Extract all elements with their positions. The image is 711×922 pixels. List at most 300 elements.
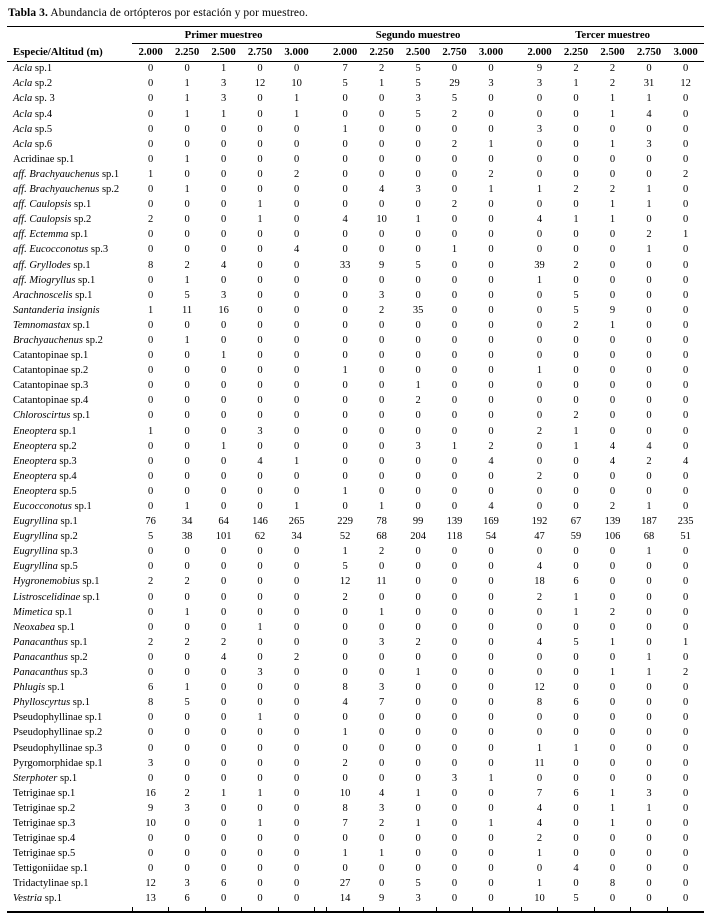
- species-suffix: sp.2: [68, 365, 89, 377]
- species-name: Eneoptera: [13, 440, 57, 452]
- abundance-cell: 0: [220, 727, 227, 739]
- abundance-cell: 2: [451, 199, 458, 211]
- abundance-cell: 2: [609, 501, 616, 513]
- abundance-cell: 0: [646, 742, 652, 754]
- abundance-cell: 1: [573, 606, 579, 618]
- abundance-cell: 0: [451, 365, 458, 377]
- abundance-cell: 5: [342, 78, 348, 90]
- group-gap: [315, 787, 327, 802]
- species-name-cell: [7, 394, 132, 409]
- abundance-cell: 0: [293, 199, 300, 211]
- abundance-cell: 0: [683, 757, 689, 769]
- abundance-cell: 6: [220, 878, 227, 890]
- species-name: Mimetica: [13, 606, 53, 618]
- abundance-cell: 0: [378, 138, 385, 150]
- abundance-cell: 0: [147, 93, 154, 105]
- abundance-cell: 0: [488, 878, 494, 890]
- abundance-cell: 0: [536, 168, 543, 180]
- abundance-cell: 0: [683, 350, 689, 362]
- group-gap: [315, 771, 327, 786]
- abundance-cell: 0: [646, 319, 652, 331]
- altitude-column-header: 2.750: [436, 44, 472, 62]
- abundance-cell: 0: [293, 833, 300, 845]
- group-header-tercer-muestreo: Tercer muestreo: [521, 27, 704, 44]
- group-gap: [315, 515, 327, 530]
- group-gap: [509, 545, 521, 560]
- abundance-cell: 0: [378, 395, 385, 407]
- abundance-cell: 0: [609, 757, 616, 769]
- species-name-cell: [7, 651, 132, 666]
- abundance-cell: 0: [609, 410, 616, 422]
- abundance-cell: 0: [536, 712, 543, 724]
- table-row: [7, 364, 704, 379]
- group-gap: [315, 681, 327, 696]
- species-suffix: sp.2: [99, 184, 120, 196]
- abundance-cell: 0: [488, 229, 494, 241]
- abundance-cell: 0: [184, 380, 190, 392]
- abundance-cell: 0: [257, 259, 263, 271]
- group-gap: [315, 877, 327, 892]
- column-tick-mark: [242, 907, 278, 912]
- species-altitude-corner-header: Especie/Altitud (m): [7, 44, 132, 62]
- abundance-cell: 0: [293, 123, 300, 135]
- abundance-cell: 1: [609, 319, 616, 331]
- species-name-cell: [7, 817, 132, 832]
- abundance-cell: 0: [220, 365, 227, 377]
- abundance-cell: 0: [415, 289, 421, 301]
- abundance-cell: 0: [342, 168, 348, 180]
- species-name: Pseudophyllinae: [13, 727, 83, 739]
- abundance-cell: 0: [451, 289, 458, 301]
- group-gap: [509, 651, 521, 666]
- abundance-cell: 1: [415, 667, 421, 679]
- abundance-cell: 0: [378, 153, 385, 165]
- abundance-cell: 1: [220, 108, 227, 120]
- abundance-cell: 0: [147, 138, 154, 150]
- abundance-cell: 0: [220, 621, 227, 633]
- abundance-cell: 0: [451, 848, 458, 860]
- abundance-cell: 0: [488, 334, 494, 346]
- species-name-cell: [7, 319, 132, 334]
- abundance-cell: 2: [683, 667, 689, 679]
- table-row: [7, 756, 704, 771]
- abundance-cell: 0: [293, 697, 300, 709]
- abundance-cell: 0: [184, 651, 190, 663]
- abundance-cell: 10: [291, 78, 302, 90]
- abundance-cell: 0: [488, 727, 494, 739]
- abundance-cell: 0: [378, 274, 385, 286]
- abundance-cell: 0: [609, 259, 616, 271]
- abundance-cell: 0: [147, 561, 154, 573]
- group-gap: [315, 198, 327, 213]
- abundance-cell: 0: [573, 651, 579, 663]
- abundance-cell: 0: [147, 199, 154, 211]
- abundance-cell: 0: [536, 334, 543, 346]
- abundance-cell: 0: [573, 561, 579, 573]
- abundance-cell: 2: [536, 425, 543, 437]
- abundance-cell: 0: [683, 833, 689, 845]
- table-row: [7, 847, 704, 862]
- abundance-cell: 0: [220, 153, 227, 165]
- group-gap: [509, 122, 521, 137]
- abundance-cell: 0: [646, 380, 652, 392]
- abundance-cell: 1: [342, 365, 348, 377]
- abundance-cell: 0: [415, 591, 421, 603]
- table-row: [7, 620, 704, 635]
- abundance-cell: 10: [145, 817, 156, 829]
- abundance-cell: 0: [184, 817, 190, 829]
- abundance-cell: 0: [488, 863, 494, 875]
- table-row: [7, 500, 704, 515]
- abundance-cell: 0: [220, 863, 227, 875]
- abundance-cell: 0: [536, 244, 543, 256]
- abundance-cell: 0: [415, 485, 421, 497]
- group-gap: [509, 44, 521, 62]
- abundance-cell: 0: [220, 274, 227, 286]
- group-gap: [315, 243, 327, 258]
- abundance-cell: 1: [451, 244, 458, 256]
- species-name: Catantopinae: [13, 365, 69, 377]
- abundance-cell: 0: [184, 863, 190, 875]
- abundance-cell: 0: [646, 727, 652, 739]
- abundance-cell: 0: [378, 757, 385, 769]
- table-row: [7, 122, 704, 137]
- abundance-cell: 0: [257, 561, 263, 573]
- abundance-cell: 0: [220, 833, 227, 845]
- abundance-cell: 0: [293, 365, 300, 377]
- abundance-cell: 0: [646, 591, 652, 603]
- abundance-cell: 0: [536, 319, 543, 331]
- abundance-cell: 0: [609, 621, 616, 633]
- species-suffix: sp.1: [70, 697, 90, 709]
- group-gap: [509, 394, 521, 409]
- abundance-cell: 0: [342, 470, 348, 482]
- abundance-cell: 0: [184, 199, 190, 211]
- abundance-cell: 27: [339, 878, 351, 890]
- abundance-cell: 6: [184, 893, 190, 905]
- abundance-cell: 2: [378, 304, 385, 316]
- abundance-cell: 0: [220, 455, 227, 467]
- abundance-cell: 0: [415, 501, 421, 513]
- altitude-column-header: 2.000: [327, 44, 363, 62]
- abundance-cell: 0: [257, 833, 263, 845]
- abundance-cell: 0: [220, 817, 227, 829]
- species-name-cell: [7, 213, 132, 228]
- group-gap: [315, 892, 327, 907]
- abundance-cell: 0: [184, 727, 190, 739]
- abundance-cell: 0: [415, 772, 421, 784]
- abundance-cell: 0: [147, 380, 154, 392]
- abundance-cell: 0: [184, 395, 190, 407]
- abundance-cell: 3: [378, 682, 385, 694]
- altitude-column-header: 2.000: [521, 44, 557, 62]
- abundance-cell: 0: [257, 319, 263, 331]
- abundance-cell: 0: [415, 244, 421, 256]
- table-row: [7, 168, 704, 183]
- species-suffix: sp.1: [72, 289, 93, 301]
- species-name: Phlugis: [13, 682, 46, 694]
- species-name-cell: [7, 530, 132, 545]
- abundance-cell: 0: [683, 380, 689, 392]
- species-name: Eugryllina: [13, 516, 58, 528]
- abundance-cell: 0: [293, 259, 300, 271]
- abundance-cell: 0: [646, 259, 652, 271]
- abundance-cell: 0: [609, 591, 616, 603]
- abundance-cell: 2: [609, 606, 616, 618]
- abundance-cell: 1: [536, 878, 543, 890]
- species-name: Pyrgomorphidae: [13, 757, 83, 769]
- group-gap: [315, 424, 327, 439]
- group-gap: [509, 741, 521, 756]
- abundance-cell: 0: [573, 395, 579, 407]
- abundance-cell: 0: [488, 123, 494, 135]
- abundance-cell: 0: [488, 214, 494, 226]
- abundance-cell: 0: [378, 742, 385, 754]
- abundance-cell: 0: [342, 621, 348, 633]
- abundance-cell: 0: [147, 244, 154, 256]
- abundance-cell: 31: [643, 78, 655, 90]
- abundance-cell: 0: [342, 501, 348, 513]
- abundance-cell: 29: [449, 78, 460, 90]
- abundance-cell: 0: [536, 546, 543, 558]
- abundance-cell: 0: [609, 425, 616, 437]
- abundance-cell: 0: [147, 410, 154, 422]
- species-suffix: sp.1: [55, 787, 76, 799]
- abundance-cell: 4: [536, 817, 543, 829]
- abundance-cell: 4: [488, 455, 494, 467]
- group-gap: [509, 590, 521, 605]
- abundance-cell: 0: [573, 802, 579, 814]
- abundance-cell: 5: [342, 561, 348, 573]
- abundance-cell: 139: [446, 516, 463, 528]
- abundance-cell: 1: [147, 168, 154, 180]
- abundance-cell: 0: [609, 123, 616, 135]
- abundance-cell: 1: [184, 78, 190, 90]
- abundance-cell: 169: [483, 516, 499, 528]
- column-tick-mark: [169, 907, 205, 912]
- abundance-cell: 1: [573, 591, 579, 603]
- species-suffix: sp.4: [55, 833, 76, 845]
- abundance-cell: 11: [376, 576, 387, 588]
- abundance-cell: 0: [293, 576, 300, 588]
- abundance-cell: 0: [536, 350, 543, 362]
- abundance-cell: 0: [415, 651, 421, 663]
- abundance-cell: 0: [573, 274, 579, 286]
- species-suffix: sp.1: [70, 410, 91, 422]
- abundance-cell: 0: [293, 848, 300, 860]
- abundance-cell: 4: [536, 802, 543, 814]
- species-name-cell: [7, 470, 132, 485]
- abundance-cell: 0: [293, 304, 300, 316]
- abundance-cell: 1: [220, 350, 227, 362]
- column-tick-mark: [327, 907, 363, 912]
- abundance-cell: 6: [147, 682, 154, 694]
- abundance-cell: 64: [218, 516, 229, 528]
- species-suffix: sp.3: [56, 455, 77, 467]
- abundance-cell: 2: [293, 651, 300, 663]
- abundance-cell: 0: [147, 319, 154, 331]
- group-gap: [509, 153, 521, 168]
- abundance-cell: 0: [293, 817, 300, 829]
- abundance-cell: 0: [646, 485, 652, 497]
- abundance-cell: 0: [378, 365, 385, 377]
- abundance-cell: 2: [293, 168, 300, 180]
- abundance-cell: 0: [342, 319, 348, 331]
- abundance-cell: 1: [184, 334, 190, 346]
- abundance-cell: 0: [293, 878, 300, 890]
- abundance-cell: 0: [257, 93, 263, 105]
- abundance-cell: 0: [378, 667, 385, 679]
- abundance-cell: 1: [184, 501, 190, 513]
- abundance-cell: 0: [415, 863, 421, 875]
- abundance-cell: 0: [257, 651, 263, 663]
- abundance-cell: 0: [378, 621, 385, 633]
- abundance-cell: 0: [293, 727, 300, 739]
- abundance-cell: 4: [220, 651, 227, 663]
- abundance-cell: 0: [683, 787, 689, 799]
- abundance-cell: 2: [573, 259, 579, 271]
- abundance-cell: 99: [412, 516, 424, 528]
- group-gap: [509, 515, 521, 530]
- group-gap: [509, 771, 521, 786]
- group-gap: [509, 802, 521, 817]
- abundance-cell: 0: [683, 138, 689, 150]
- abundance-cell: 0: [342, 184, 348, 196]
- abundance-cell: 0: [683, 848, 689, 860]
- abundance-cell: 0: [573, 833, 579, 845]
- abundance-cell: 0: [257, 168, 263, 180]
- abundance-cell: 0: [257, 682, 263, 694]
- table-row: [7, 62, 704, 78]
- species-suffix: sp.1: [45, 682, 65, 694]
- abundance-cell: 1: [609, 636, 616, 648]
- table-row: [7, 651, 704, 666]
- abundance-cell: 0: [536, 108, 543, 120]
- group-gap: [509, 892, 521, 907]
- abundance-cell: 3: [646, 138, 652, 150]
- abundance-cell: 5: [415, 63, 421, 75]
- abundance-cell: 0: [415, 742, 421, 754]
- abundance-cell: 12: [534, 682, 545, 694]
- species-name: Neoxabea: [13, 621, 55, 633]
- abundance-cell: 0: [573, 455, 579, 467]
- abundance-cell: 5: [415, 108, 421, 120]
- abundance-cell: 5: [184, 289, 190, 301]
- abundance-cell: 0: [609, 153, 616, 165]
- abundance-cell: 5: [573, 289, 579, 301]
- species-name-cell: [7, 62, 132, 78]
- abundance-cell: 0: [488, 893, 494, 905]
- abundance-cell: 0: [646, 576, 652, 588]
- group-gap: [315, 27, 327, 44]
- abundance-cell: 0: [415, 712, 421, 724]
- species-name: Panacanthus: [13, 667, 68, 679]
- abundance-cell: 0: [536, 304, 543, 316]
- abundance-cell: 3: [257, 667, 263, 679]
- abundance-cell: 0: [342, 440, 348, 452]
- species-name: aff. Eucocconotus: [13, 244, 89, 256]
- species-suffix: sp.1: [71, 199, 92, 211]
- group-gap: [509, 62, 521, 78]
- abundance-cell: 0: [683, 697, 689, 709]
- abundance-cell: 0: [573, 470, 579, 482]
- abundance-cell: 0: [683, 184, 689, 196]
- abundance-cell: 0: [415, 410, 421, 422]
- abundance-cell: 0: [609, 229, 616, 241]
- abundance-cell: 9: [609, 304, 616, 316]
- abundance-cell: 0: [342, 833, 348, 845]
- species-name: Chloroscirtus: [13, 410, 71, 422]
- abundance-cell: 0: [293, 787, 300, 799]
- abundance-cell: 0: [536, 199, 543, 211]
- abundance-cell: 0: [147, 153, 154, 165]
- abundance-cell: 9: [378, 893, 385, 905]
- abundance-cell: 1: [536, 274, 543, 286]
- species-name: Acla: [13, 78, 33, 90]
- abundance-cell: 0: [683, 772, 689, 784]
- abundance-cell: 0: [573, 244, 579, 256]
- abundance-cell: 0: [257, 727, 263, 739]
- abundance-cell: 16: [145, 787, 156, 799]
- abundance-cell: 229: [337, 516, 353, 528]
- abundance-cell: 0: [378, 244, 385, 256]
- abundance-cell: 0: [646, 350, 652, 362]
- abundance-cell: 14: [339, 893, 351, 905]
- abundance-cell: 0: [536, 621, 543, 633]
- abundance-cell: 0: [536, 501, 543, 513]
- species-name: aff. Brachyauchenus: [13, 168, 100, 180]
- abundance-cell: 0: [220, 501, 227, 513]
- column-tick-mark: [594, 907, 630, 912]
- table-row: [7, 741, 704, 756]
- abundance-cell: 1: [220, 787, 227, 799]
- abundance-cell: 0: [488, 697, 494, 709]
- group-gap: [315, 288, 327, 303]
- group-gap: [315, 334, 327, 349]
- abundance-cell: 4: [257, 455, 263, 467]
- abundance-cell: 0: [451, 833, 458, 845]
- abundance-cell: 0: [573, 772, 579, 784]
- abundance-cell: 0: [451, 123, 458, 135]
- table-row: [7, 258, 704, 273]
- abundance-cell: 2: [573, 184, 579, 196]
- abundance-cell: 0: [609, 576, 616, 588]
- abundance-cell: 0: [342, 334, 348, 346]
- species-suffix: sp.3: [88, 244, 109, 256]
- abundance-cell: 0: [184, 214, 190, 226]
- abundance-cell: 0: [609, 289, 616, 301]
- abundance-cell: 1: [293, 455, 300, 467]
- species-name: Eneoptera: [13, 470, 57, 482]
- abundance-cell: 1: [536, 848, 543, 860]
- abundance-cell: 0: [147, 395, 154, 407]
- table-caption-text: Abundancia de ortópteros por estación y por muestreo.: [50, 7, 308, 19]
- abundance-cell: 0: [342, 667, 348, 679]
- species-suffix: sp.1: [71, 501, 92, 513]
- abundance-cell: 0: [451, 591, 458, 603]
- species-suffix: sp.5: [56, 485, 77, 497]
- abundance-cell: 3: [415, 184, 421, 196]
- species-name: Acla: [13, 63, 33, 75]
- abundance-cell: 78: [376, 516, 387, 528]
- column-tick-mark: [205, 907, 241, 912]
- abundance-cell: 3: [147, 757, 154, 769]
- abundance-cell: 0: [147, 334, 154, 346]
- abundance-cell: 34: [291, 531, 302, 543]
- abundance-cell: 0: [415, 199, 421, 211]
- abundance-cell: 0: [646, 697, 652, 709]
- altitude-column-header: 3.000: [473, 44, 509, 62]
